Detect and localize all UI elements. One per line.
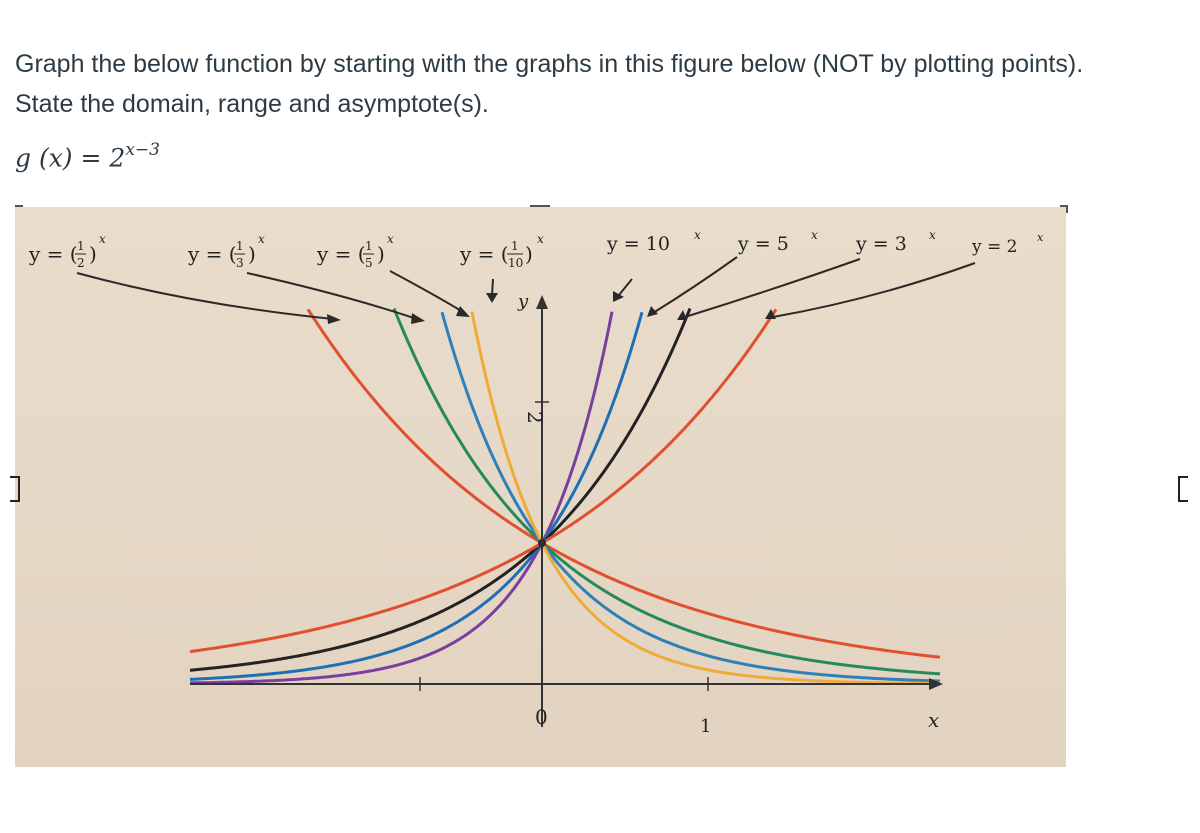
label-ten-exp: x <box>694 228 701 242</box>
label-third-num: 1 <box>236 239 244 253</box>
label-three-text: y = 3 <box>856 233 907 255</box>
arrowhead-icon <box>456 306 470 317</box>
arrowhead-icon <box>411 313 425 324</box>
label-half-exp: x <box>99 232 106 246</box>
y-axis-label: y <box>518 291 529 312</box>
arrowhead-icon <box>486 293 498 303</box>
exponential-graphs-figure <box>15 207 1066 767</box>
label-third <box>187 232 265 270</box>
label-fifth-num: 1 <box>365 239 373 253</box>
label-five <box>737 228 818 255</box>
pointer-arrow-half <box>77 273 333 319</box>
image-resize-handle-left[interactable] <box>10 476 20 502</box>
label-ten <box>606 228 701 255</box>
label-fifth-prefix: y = ( <box>317 242 366 266</box>
x-tick-label-1: 1 <box>700 716 712 737</box>
label-tenth-suffix: ) <box>525 242 533 266</box>
label-tenth-prefix: y = ( <box>460 242 509 266</box>
label-half-prefix: y = ( <box>29 242 78 266</box>
label-fifth-suffix: ) <box>377 242 385 266</box>
pointer-arrow-fifth <box>390 271 463 312</box>
label-fifth-den: 5 <box>365 256 373 270</box>
label-two-text: y = 2 <box>972 237 1018 257</box>
label-two-exp: x <box>1037 231 1044 244</box>
arrowhead-icon <box>327 314 341 324</box>
x-axis-label: x <box>928 708 940 732</box>
arrowhead-icon <box>613 291 624 302</box>
label-two <box>971 231 1044 257</box>
label-half <box>28 232 106 270</box>
label-three-exp: x <box>929 228 936 242</box>
label-tenth-den: 10 <box>508 256 524 270</box>
label-third-exp: x <box>258 232 265 246</box>
y-tick-label-2: 2 <box>523 411 547 424</box>
label-tenth-num: 1 <box>511 239 519 253</box>
label-half-num: 1 <box>77 239 85 253</box>
label-third-suffix: ) <box>248 242 256 266</box>
image-resize-handle-right[interactable] <box>1178 476 1188 502</box>
arrowhead-icon <box>677 310 687 320</box>
label-three <box>855 228 936 255</box>
label-five-exp: x <box>811 228 818 242</box>
label-tenth-exp: x <box>537 232 544 246</box>
formula-lhs: g (x) = 2 <box>15 143 126 173</box>
exponential-chart <box>15 207 1066 767</box>
x-tick-label-0: 0 <box>535 705 548 729</box>
label-fifth <box>316 232 394 270</box>
y-axis-arrow-icon <box>536 295 548 309</box>
pointer-arrow-ten <box>619 279 632 295</box>
label-third-den: 3 <box>236 256 244 270</box>
formula-exponent: x−3 <box>125 140 160 160</box>
label-five-text: y = 5 <box>738 233 789 255</box>
question-text <box>15 44 1185 124</box>
pointer-arrow-tenth <box>492 279 493 295</box>
label-fifth-exp: x <box>387 232 394 246</box>
label-tenth <box>459 232 544 270</box>
label-half-suffix: ) <box>89 242 97 266</box>
question-line-1: Graph the below function by starting with the graphs in this figure below (NOT by plotting points). <box>15 50 1084 78</box>
question-line-2: State the domain, range and asymptote(s). <box>15 90 489 118</box>
label-half-den: 2 <box>77 256 85 270</box>
curve-2 <box>442 312 940 681</box>
label-ten-text: y = 10 <box>607 233 670 255</box>
pointer-arrow-three <box>685 259 860 317</box>
label-third-prefix: y = ( <box>188 242 237 266</box>
function-formula <box>15 142 160 172</box>
pointer-arrow-two <box>773 263 975 317</box>
